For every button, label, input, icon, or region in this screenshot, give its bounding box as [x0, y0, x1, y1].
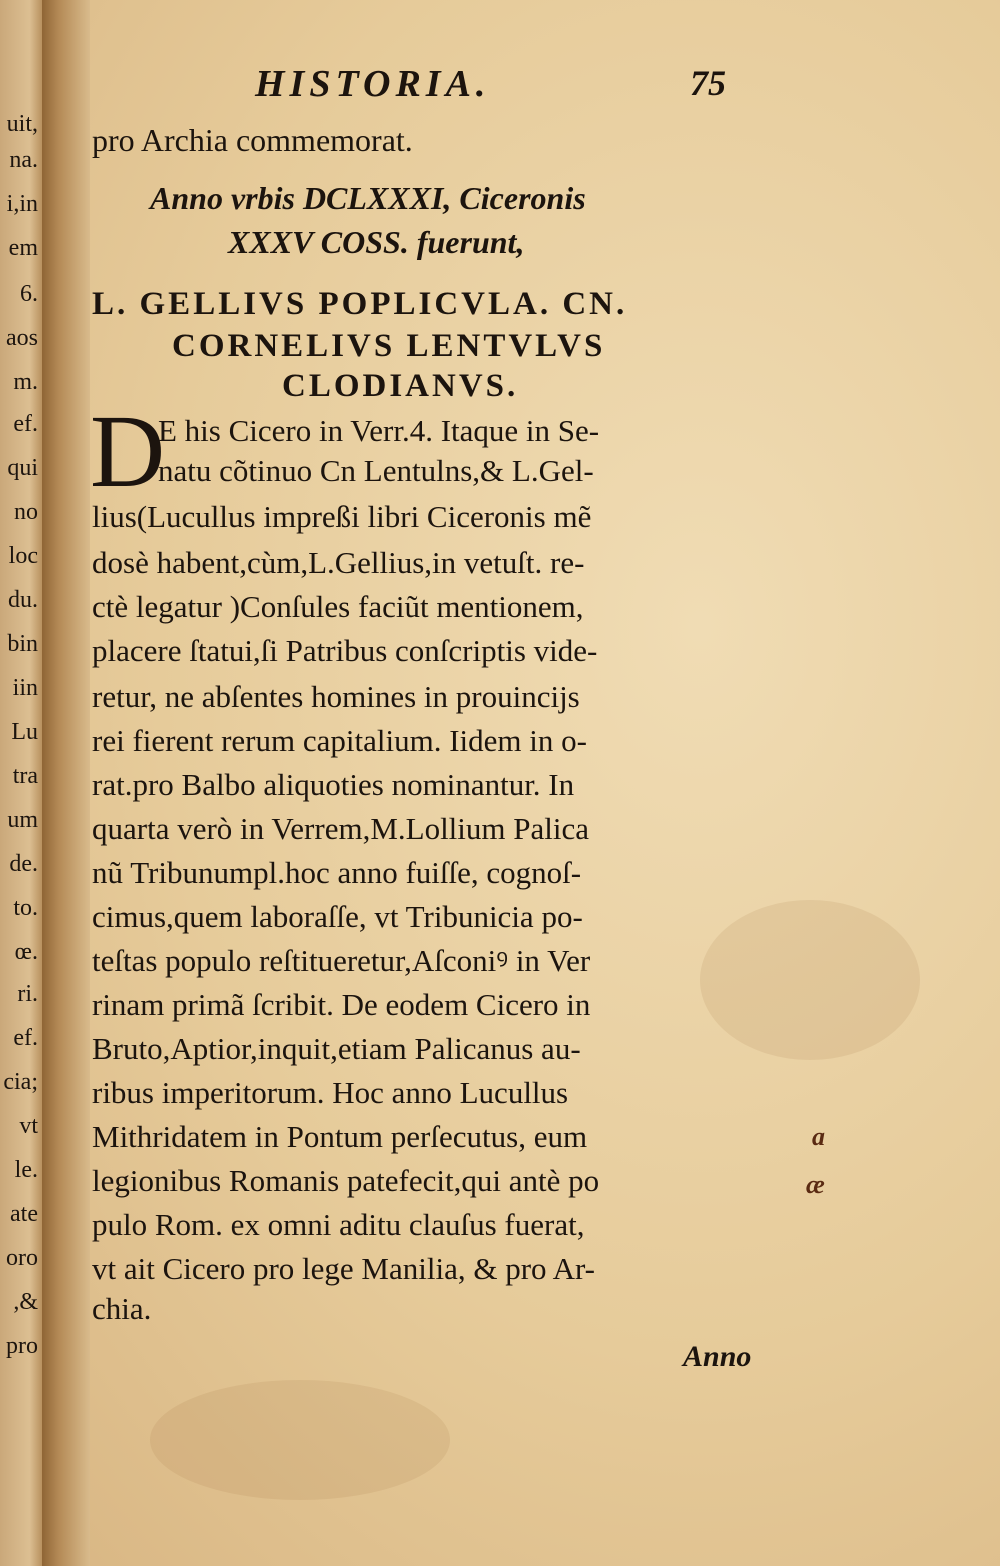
left-facing-page [0, 0, 42, 1566]
body-line: Bruto,Aptior,inquit,etiam Palicanus au- [92, 1031, 581, 1066]
left-fragment: ri. [17, 981, 38, 1007]
body-line: legionibus Romanis patefecit,qui antè po [92, 1163, 600, 1198]
body-line: ribus imperitorum. Hoc anno Lucullus [92, 1075, 569, 1110]
paper-stain [150, 1380, 450, 1500]
left-fragment: oro [6, 1245, 38, 1271]
drop-cap: D [90, 394, 166, 509]
body-line: cimus,quem laboraſſe, vt Tribunicia po- [92, 899, 583, 934]
body-line: dosè habent,cùm,L.Gellius,in vetuſt. re- [92, 545, 585, 580]
left-fragment: ate [10, 1201, 38, 1227]
body-line: ctè legatur )Conſules faciũt mentionem, [92, 589, 584, 624]
intro-line: pro Archia commemorat. [92, 122, 413, 158]
left-fragment: no [14, 499, 38, 525]
marginal-mark: æ [806, 1170, 825, 1199]
body-line: placere ſtatui,ſi Patribus conſcriptis vide- [92, 633, 598, 668]
body-line: pulo Rom. ex omni aditu clauſus fuerat, [92, 1207, 585, 1242]
left-fragment: aos [6, 325, 38, 351]
left-fragment: œ. [14, 939, 38, 965]
left-fragment: pro [6, 1333, 38, 1359]
consul-line: L. GELLIVS POPLICVLA. CN. [92, 286, 628, 322]
left-fragment: ef. [13, 1025, 38, 1051]
left-fragment: le. [14, 1157, 38, 1183]
left-fragment: um [7, 807, 38, 833]
left-fragment: m. [13, 369, 38, 395]
left-fragment: de. [9, 851, 38, 877]
left-fragment: 6. [20, 281, 38, 307]
left-fragment: loc [8, 543, 38, 569]
body-line: lius(Lucullus impreßi libri Ciceronis mẽ [92, 499, 592, 534]
left-fragment: ef. [13, 411, 38, 437]
left-fragment: uit, [6, 111, 38, 137]
body-line: natu cõtinuo Cn Lentulns,& L.Gel- [158, 453, 594, 488]
year-heading-line: XXXV COSS. fuerunt, [228, 224, 525, 260]
body-line: quarta verò in Verrem,M.Lollium Palica [92, 811, 590, 846]
body-line: rei fierent rerum capitalium. Iidem in o- [92, 723, 587, 758]
running-head: HISTORIA. [255, 63, 491, 105]
left-fragment: tra [12, 763, 38, 789]
body-line: E his Cicero in Verr.4. Itaque in Se- [158, 413, 600, 448]
left-fragment: em [8, 235, 38, 261]
body-line: vt ait Cicero pro lege Manilia, & pro Ar- [92, 1251, 595, 1286]
consul-line: CLODIANVS. [282, 368, 519, 404]
left-fragment: ,& [13, 1289, 38, 1315]
left-fragment: bin [7, 631, 38, 657]
body-line: rat.pro Balbo aliquoties nominantur. In [92, 767, 575, 802]
left-fragment: Lu [11, 719, 38, 745]
book-gutter [42, 0, 90, 1566]
consul-line: CORNELIVS LENTVLVS [172, 328, 606, 364]
left-fragment: na. [9, 147, 38, 173]
left-fragment: cia; [3, 1069, 38, 1095]
body-line: rinam primã ſcribit. De eodem Cicero in [92, 987, 591, 1022]
body-line: Mithridatem in Pontum perſecutus, eum [92, 1119, 588, 1154]
body-line: nũ Tribunumpl.hoc anno fuiſſe, cognoſ- [92, 855, 582, 890]
page-number: 75 [690, 63, 726, 103]
left-fragment: iin [12, 675, 38, 701]
body-line: chia. [92, 1291, 152, 1326]
paper-stain [700, 900, 920, 1060]
body-line: teſtas populo reſtitueretur,Aſconiꝰ in Ver [92, 943, 591, 978]
left-fragment: qui [7, 455, 38, 481]
year-heading-line: Anno vrbis DCLXXXI, Ciceronis [150, 180, 586, 216]
left-fragment: to. [13, 895, 38, 921]
catchword: Anno [683, 1340, 752, 1373]
left-fragment: vt [19, 1113, 38, 1139]
body-line: retur, ne abſentes homines in prouincijs [92, 679, 580, 714]
marginal-mark: a [812, 1122, 825, 1151]
left-fragment: i,in [6, 191, 38, 217]
left-fragment: du. [8, 587, 38, 613]
